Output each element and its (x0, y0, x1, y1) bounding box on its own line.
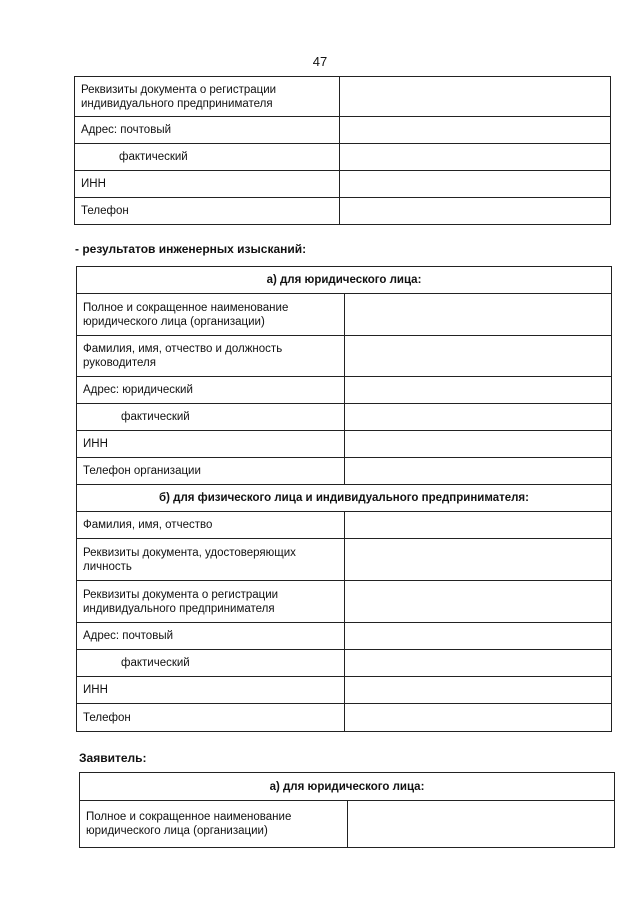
row-value-field[interactable] (344, 294, 612, 336)
row-label: ИНН (75, 171, 340, 198)
row-value-field[interactable] (344, 623, 612, 650)
row-label: Реквизиты документа о регистрации индивидуального предпринимателя (75, 77, 340, 117)
table-row (77, 431, 612, 458)
table-row (77, 377, 612, 404)
applicant-table (79, 772, 615, 848)
row-label: фактический (77, 404, 345, 431)
row-label: Фамилия, имя, отчество и должность руководителя (77, 336, 345, 377)
row-value-field[interactable] (340, 144, 611, 171)
row-label: Телефон (75, 198, 340, 225)
row-label: ИНН (77, 677, 345, 704)
legal-entity-header: а) для юридического лица: (77, 267, 612, 294)
table-header-row (80, 773, 615, 801)
row-label: Адрес: юридический (77, 377, 345, 404)
table-header-row (77, 267, 612, 294)
row-label: Реквизиты документа о регистрации индивидуального предпринимателя (77, 581, 345, 623)
section-title-engineering: - результатов инженерных изысканий: (75, 242, 307, 256)
table-row (77, 650, 612, 677)
row-value-field[interactable] (344, 404, 612, 431)
row-value-field[interactable] (344, 704, 612, 732)
table-row (75, 77, 611, 117)
row-label: Телефон (77, 704, 345, 732)
engineering-surveys-table (76, 266, 612, 732)
row-label: Полное и сокращенное наименование юридического лица (организации) (77, 294, 345, 336)
row-value-field[interactable] (344, 336, 612, 377)
row-value-field[interactable] (344, 539, 612, 581)
row-value-field[interactable] (344, 377, 612, 404)
table-row (77, 294, 612, 336)
row-value-field[interactable] (340, 117, 611, 144)
table-row (75, 198, 611, 225)
table-row (77, 623, 612, 650)
row-label: фактический (75, 144, 340, 171)
row-value-field[interactable] (340, 198, 611, 225)
row-value-field[interactable] (344, 677, 612, 704)
individual-entrepreneur-table (74, 76, 611, 225)
page-number: 47 (312, 54, 328, 69)
row-value-field[interactable] (344, 650, 612, 677)
row-value-field[interactable] (340, 171, 611, 198)
table-row (80, 801, 615, 848)
table-row (77, 458, 612, 485)
legal-entity-header: а) для юридического лица: (80, 773, 615, 801)
individual-header: б) для физического лица и индивидуального предпринимателя: (77, 485, 612, 512)
table-row (75, 117, 611, 144)
table-row (75, 144, 611, 171)
table-row (77, 404, 612, 431)
table-row (77, 512, 612, 539)
row-value-field[interactable] (340, 77, 611, 117)
row-label: Телефон организации (77, 458, 345, 485)
row-value-field[interactable] (347, 801, 615, 848)
section-title-applicant: Заявитель: (79, 751, 147, 765)
table-row (77, 539, 612, 581)
row-label: ИНН (77, 431, 345, 458)
row-label: Адрес: почтовый (77, 623, 345, 650)
row-value-field[interactable] (344, 431, 612, 458)
row-value-field[interactable] (344, 458, 612, 485)
row-value-field[interactable] (344, 581, 612, 623)
row-label: Адрес: почтовый (75, 117, 340, 144)
table-row (77, 677, 612, 704)
table-row (77, 704, 612, 732)
table-row (77, 336, 612, 377)
table-header-row (77, 485, 612, 512)
row-label: Фамилия, имя, отчество (77, 512, 345, 539)
row-label: Реквизиты документа, удостоверяющих личность (77, 539, 345, 581)
row-value-field[interactable] (344, 512, 612, 539)
row-label: Полное и сокращенное наименование юридического лица (организации) (80, 801, 348, 848)
table-row (77, 581, 612, 623)
row-label: фактический (77, 650, 345, 677)
table-row (75, 171, 611, 198)
